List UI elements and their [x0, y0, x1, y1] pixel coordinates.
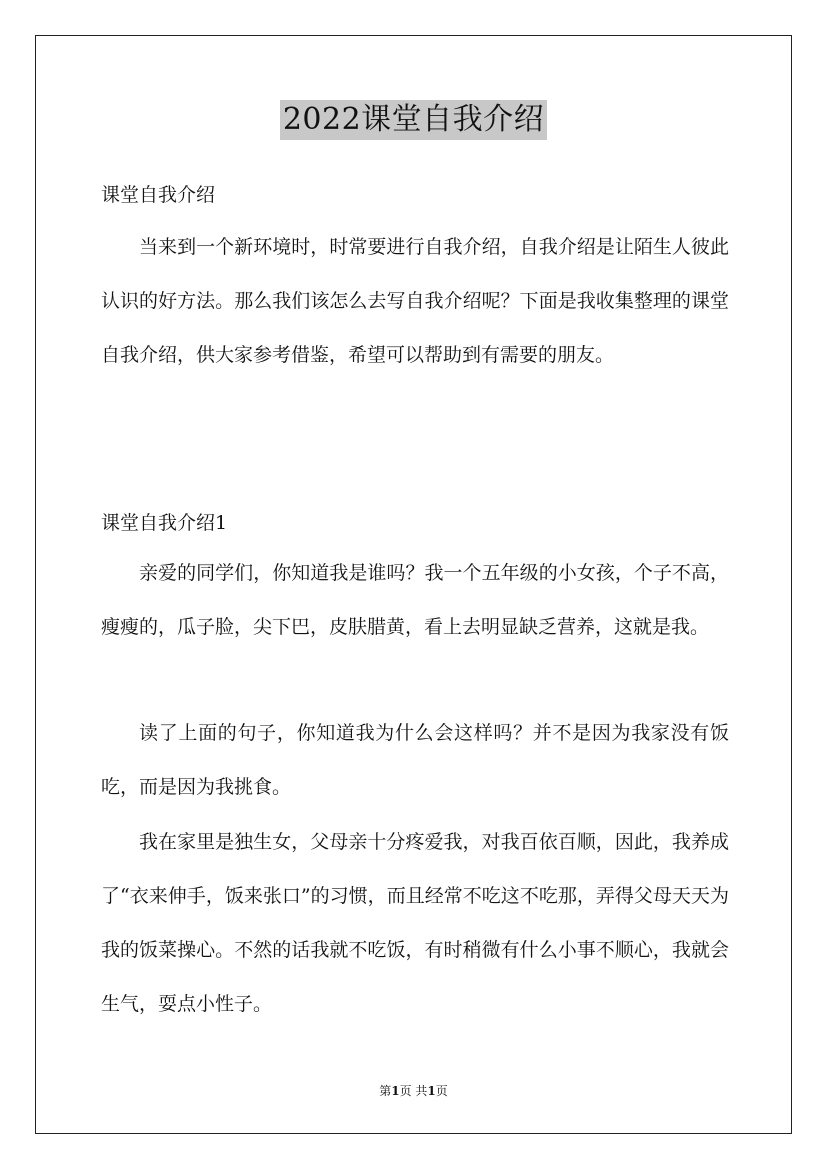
- document-title: 2022课堂自我介绍: [280, 100, 547, 140]
- body-paragraph: 我在家里是独生女，父母亲十分疼爱我，对我百依百顺，因此，我养成了“衣来伸手，饭来张口”的习惯，而且经常不吃这不吃那，弄得父母天天为我的饭菜操心。不然的话我就不吃饭，有时稍微有什么小事不顺心，我就会生气，耍点小性子。: [101, 831, 729, 1015]
- body-paragraph: 读了上面的句子，你知道我为什么会这样吗？并不是因为我家没有饭吃，而是因为我挑食。: [101, 722, 729, 798]
- section-heading: 课堂自我介绍: [101, 184, 216, 206]
- footer-page-mid: 页 共: [399, 1084, 428, 1098]
- page-footer: [0, 1082, 827, 1099]
- footer-page-number: 1: [391, 1084, 400, 1098]
- footer-page-prefix: 第: [379, 1084, 392, 1098]
- footer-page-total: 1: [427, 1084, 436, 1098]
- footer-page-suffix: 页: [435, 1084, 448, 1098]
- title-container: [0, 100, 827, 140]
- intro-paragraph: 当来到一个新环境时，时常要进行自我介绍，自我介绍是让陌生人彼此认识的好方法。那么我们该怎么去写自我介绍呢？下面是我收集整理的课堂自我介绍，供大家参考借鉴，希望可以帮助到有需要的朋友。: [101, 236, 729, 366]
- section-heading-1: 课堂自我介绍1: [101, 512, 228, 534]
- body-paragraph: 亲爱的同学们，你知道我是谁吗？我一个五年级的小女孩，个子不高，瘦瘦的，瓜子脸，尖下巴，皮肤腊黄，看上去明显缺乏营养，这就是我。: [101, 562, 729, 638]
